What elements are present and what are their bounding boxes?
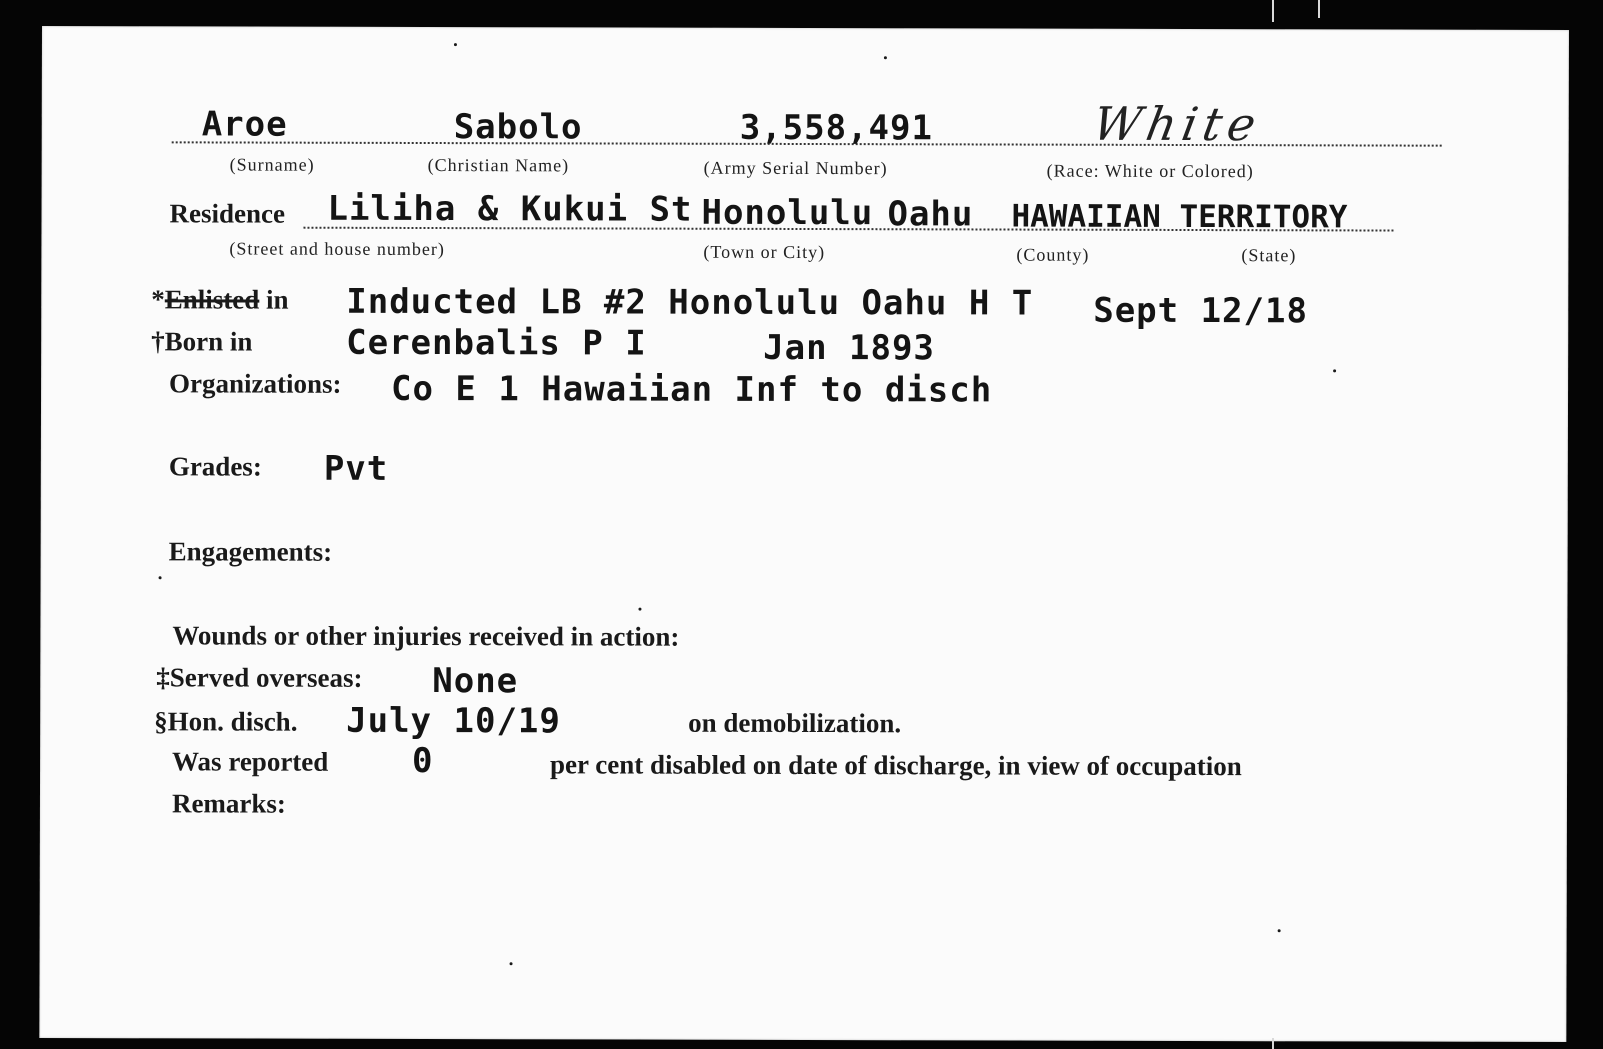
organizations-label: Organizations: bbox=[169, 368, 342, 399]
disability-suffix: per cent disabled on date of discharge, in view of occupation bbox=[550, 749, 1242, 782]
disability-label: Was reported bbox=[172, 746, 329, 777]
scan-speck bbox=[884, 56, 887, 59]
wounds-label: Wounds or other injuries received in action: bbox=[172, 620, 680, 652]
race-caption: (Race: White or Colored) bbox=[1046, 160, 1254, 182]
scan-speck bbox=[638, 608, 641, 611]
scan-speck bbox=[454, 43, 457, 46]
enlisted-value: Inducted LB #2 Honolulu Oahu H T bbox=[346, 281, 1034, 324]
residence-county-value: Oahu bbox=[887, 194, 974, 235]
born-date-value: Jan 1893 bbox=[763, 327, 935, 369]
scan-border-mark bbox=[1272, 0, 1274, 22]
disability-value: 0 bbox=[412, 740, 434, 782]
street-caption: (Street and house number) bbox=[229, 238, 445, 260]
scan-speck bbox=[159, 576, 162, 579]
discharge-date-value: July 10/19 bbox=[346, 700, 561, 742]
residence-town-value: Honolulu bbox=[701, 192, 874, 234]
scan-border-mark bbox=[1272, 1038, 1274, 1049]
discharge-suffix: on demobilization. bbox=[688, 707, 902, 739]
christian-name-caption: (Christian Name) bbox=[427, 155, 570, 176]
enlisted-in-word: in bbox=[266, 284, 289, 315]
race-handwritten-value: White bbox=[1088, 96, 1266, 152]
christian-name-value: Sabolo bbox=[453, 107, 583, 148]
scan-border-mark bbox=[1318, 0, 1320, 18]
serial-number-value: 3,558,491 bbox=[739, 107, 934, 149]
scan-speck bbox=[1333, 369, 1336, 372]
state-caption: (State) bbox=[1241, 245, 1297, 266]
county-caption: (County) bbox=[1016, 244, 1090, 265]
surname-caption: (Surname) bbox=[229, 154, 315, 175]
grades-value: Pvt bbox=[323, 448, 389, 489]
enlisted-date-value: Sept 12/18 bbox=[1093, 290, 1309, 332]
enlisted-label bbox=[151, 284, 288, 315]
discharge-label: §Hon. disch. bbox=[154, 706, 298, 737]
residence-label: Residence bbox=[169, 198, 286, 229]
served-overseas-label: ‡Served overseas: bbox=[156, 662, 363, 693]
grades-label: Grades: bbox=[168, 451, 262, 482]
serial-number-caption: (Army Serial Number) bbox=[703, 157, 888, 179]
born-label: †Born in bbox=[151, 326, 253, 357]
scan-speck bbox=[510, 962, 513, 965]
born-place-value: Cerenbalis P I bbox=[346, 322, 647, 364]
enlisted-struck-word: Enlisted bbox=[164, 284, 260, 315]
service-record-card bbox=[39, 26, 1569, 1042]
scan-speck bbox=[1278, 929, 1281, 932]
surname-value: Aroe bbox=[201, 104, 288, 145]
engagements-label: Engagements: bbox=[168, 536, 333, 567]
enlisted-asterisk: * bbox=[151, 284, 165, 315]
remarks-label: Remarks: bbox=[171, 788, 286, 819]
organizations-value: Co E 1 Hawaiian Inf to disch bbox=[390, 368, 993, 411]
town-caption: (Town or City) bbox=[703, 241, 826, 263]
residence-state-value: HAWAIIAN TERRITORY bbox=[1011, 198, 1348, 236]
residence-street-value: Liliha & Kukui St bbox=[327, 188, 693, 230]
served-overseas-value: None bbox=[432, 661, 519, 702]
